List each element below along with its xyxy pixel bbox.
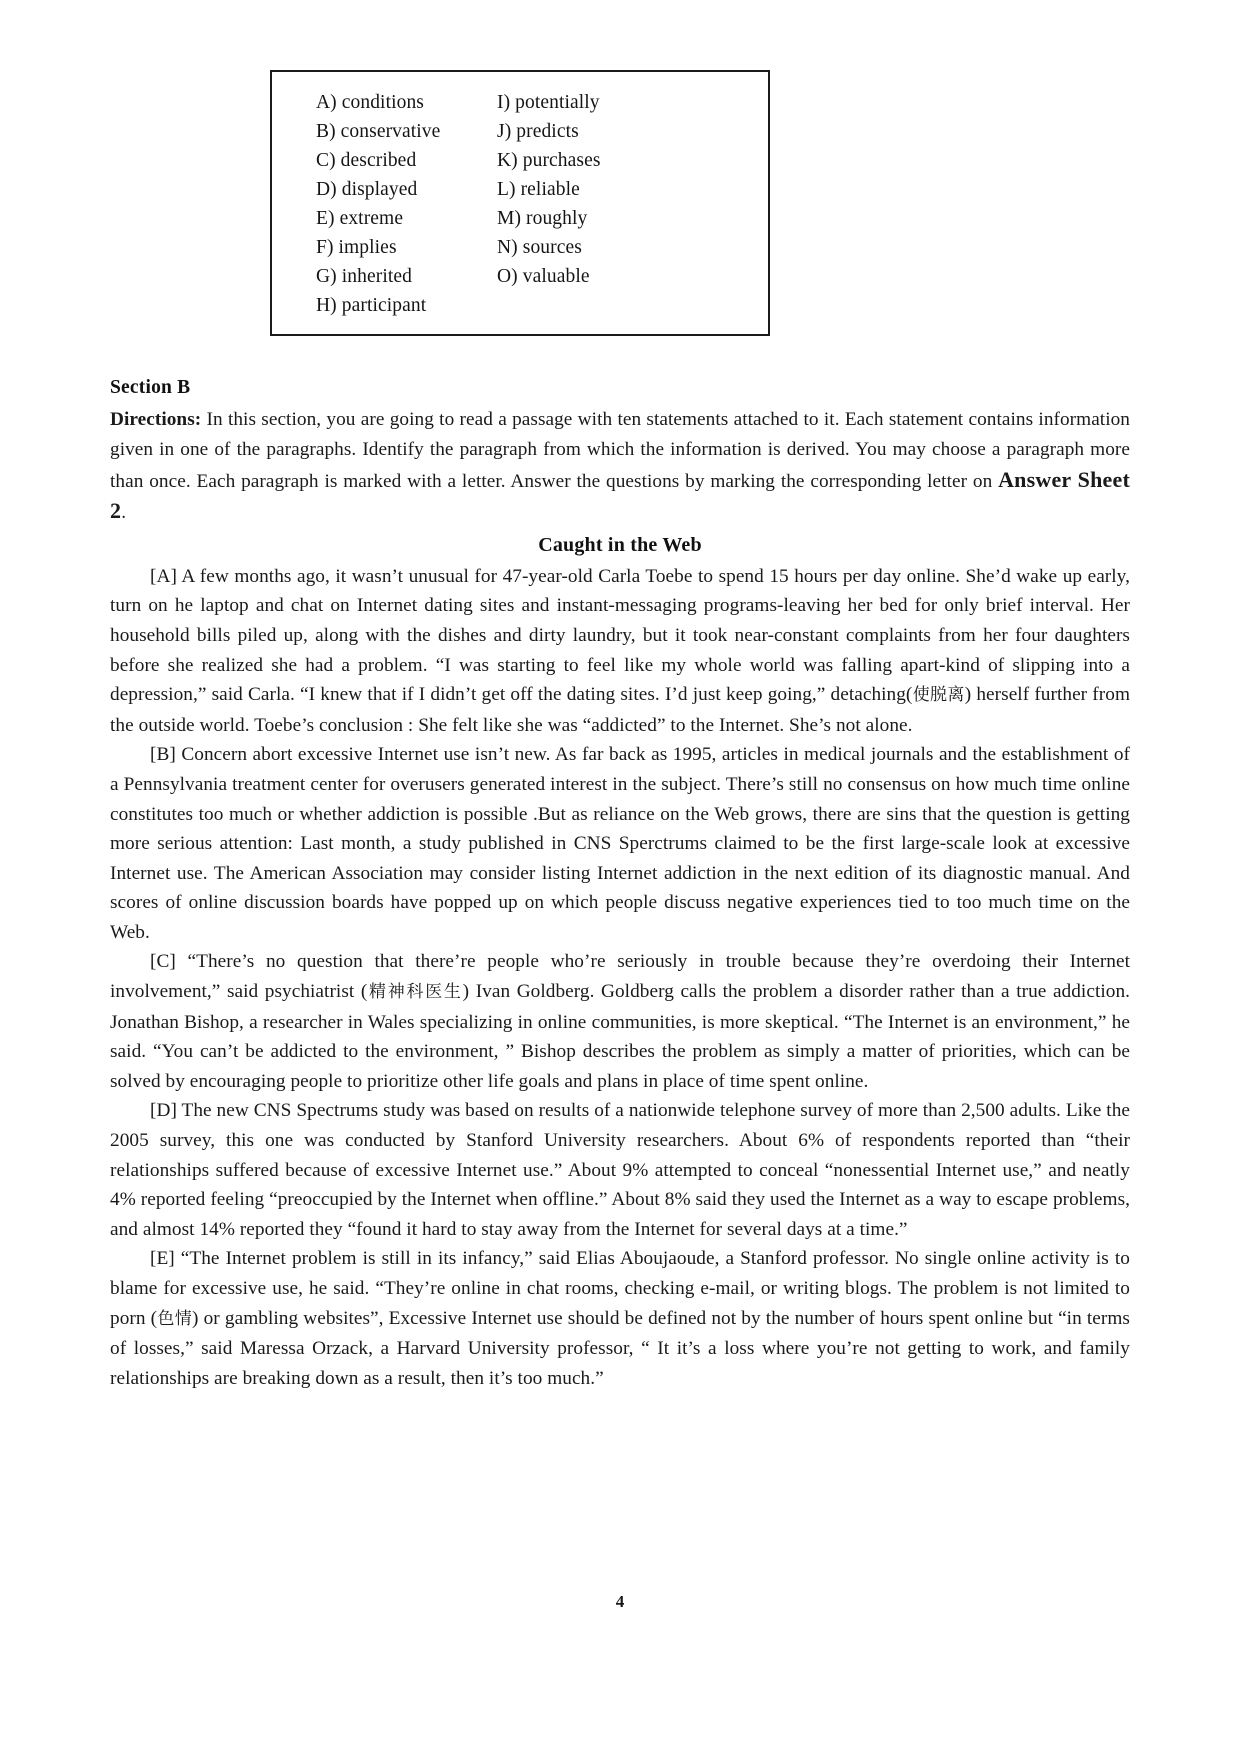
passage-paragraph-c (110, 947, 1130, 1096)
paragraph-e-chinese-gloss: 色情 (157, 1308, 193, 1329)
word-bank-option-i: I) potentially (497, 92, 600, 113)
word-bank-option-empty (477, 291, 727, 320)
directions-label: Directions: (110, 409, 202, 431)
word-bank-box (270, 70, 770, 336)
word-bank-option-h: H) participant (316, 295, 427, 316)
word-bank-option-b: B) conservative (316, 121, 441, 142)
word-bank-row (272, 146, 768, 175)
passage-title: Caught in the Web (538, 533, 702, 556)
paragraph-e-text-after: ) or gambling websites”, Excessive Internet use should be defined not by the number of hours spent online but “in terms of losses,” said Maressa Orzack, a Harvard University professor, “ It it’s a loss where you’re not getting to work, and family relationships are breaking down as a result, then it’s too much.” (110, 1307, 1130, 1389)
word-bank-option-o: O) valuable (497, 266, 590, 287)
word-bank-option-j: J) predicts (497, 121, 579, 142)
word-bank-option-e: E) extreme (316, 208, 404, 229)
word-bank-option-k: K) purchases (497, 150, 601, 171)
word-bank-option-d: D) displayed (316, 179, 418, 200)
word-bank-row (272, 204, 768, 233)
paragraph-e-text-before: [E] “The Internet problem is still in its infancy,” said Elias Aboujaoude, a Stanford professor. No single online activity is to blame for excessive use, he said. “They’re online in chat rooms, checking e-mail, or writing blogs. The problem is not limited to porn ( (110, 1248, 1130, 1329)
directions-paragraph (110, 405, 1130, 527)
paragraph-c-text-after: ) Ivan Goldberg. Goldberg calls the problem a disorder rather than a true addiction. Jonathan Bishop, a researcher in Wales specializing in online communities, is more skeptical. “The Internet is an environment,” he said. “You can’t be addicted to the environment, ” Bishop describes the problem as simply a matter of priorities, which can be solved by encouraging people to prioritize other life goals and plans in place of time spent online. (110, 981, 1131, 1092)
section-label: Section B (110, 377, 191, 398)
paragraph-a-text-before: [A] A few months ago, it wasn’t unusual for 47-year-old Carla Toebe to spend 15 hours per day online. She’d wake up early, turn on he laptop and chat on Internet dating sites and instant-messaging programs-leaving her bed for only brief interval. Her household bills piled up, along with the dishes and dirty laundry, but it took near-constant complaints from her four daughters before she realized she had a problem. “I was starting to feel like my whole world was falling apart-kind of slipping into a depression,” said Carla. “I knew that if I didn’t get off the dating sites. I’d just keep going,” detaching( (110, 565, 1130, 706)
word-bank-option-n: N) sources (497, 237, 582, 258)
paragraph-c-chinese-gloss: 精神科医生 (367, 982, 463, 1003)
directions-text-part1: In this section, you are going to read a passage with ten statements attached to it. Each statement contains information given in one of the paragraphs. Identify the paragraph from which the information is derived. You may choose a paragraph more than once. Each paragraph is marked with a letter. Answer the questions by marking the corresponding letter on (110, 409, 1130, 492)
word-bank-row (272, 117, 768, 146)
word-bank-row (272, 88, 768, 117)
word-bank-option-g: G) inherited (316, 266, 412, 287)
word-bank-row (272, 291, 768, 320)
word-bank-row (272, 233, 768, 262)
page-number: 4 (615, 1592, 625, 1611)
passage-paragraph-b: [B] Concern abort excessive Internet use isn’t new. As far back as 1995, articles in medical journals and the establishment of a Pennsylvania treatment center for overusers generated interest in the subject. There’s still no consensus on how much time online constitutes too much or whether addiction is possible .But as reliance on the Web grows, there are sins that the question is getting more serious attention: Last month, a study published in CNS Sperctrums claimed to be the first large-scale look at excessive Internet use. The American Association may consider listing Internet addiction in the next edition of its diagnostic manual. And scores of online discussion boards have popped up on which people discuss negative experiences tied to too much time on the Web. (110, 744, 1130, 943)
word-bank-option-a: A) conditions (316, 92, 424, 113)
paragraph-c-text-before: [C] “There’s no question that there’re people who’re seriously in trouble because they’re overdoing their Internet involvement,” said psychiatrist ( (110, 951, 1130, 1003)
paragraph-a-text-after: ) herself further from the outside world. Toebe’s conclusion : She felt like she was “addicted” to the Internet. She’s not alone. (110, 684, 1130, 736)
paragraph-a-chinese-gloss: 使脱离 (912, 685, 965, 706)
word-bank-option-f: F) implies (316, 237, 397, 258)
word-bank-option-c: C) described (316, 150, 417, 171)
word-bank-row (272, 175, 768, 204)
answer-sheet-reference: Answer Sheet 2 (110, 466, 1130, 524)
word-bank-option-m: M) roughly (497, 208, 588, 229)
word-bank-row (272, 262, 768, 291)
passage-paragraph-e (110, 1244, 1130, 1393)
directions-text-part2: . (121, 502, 127, 524)
word-bank-option-l: L) reliable (497, 179, 580, 200)
passage-paragraph-a (110, 562, 1130, 741)
passage-paragraph-d: [D] The new CNS Spectrums study was based on results of a nationwide telephone survey of more than 2,500 adults. Like the 2005 survey, this one was conducted by Stanford University researchers. About 6% of respondents reported than “their relationships suffered because of excessive Internet use.” About 9% attempted to conceal “nonessential Internet use,” and neatly 4% reported feeling “preoccupied by the Internet when offline.” About 8% said they used the Internet as a way to escape problems, and almost 14% reported they “found it hard to stay away from the Internet for several days at a time.” (110, 1100, 1130, 1240)
